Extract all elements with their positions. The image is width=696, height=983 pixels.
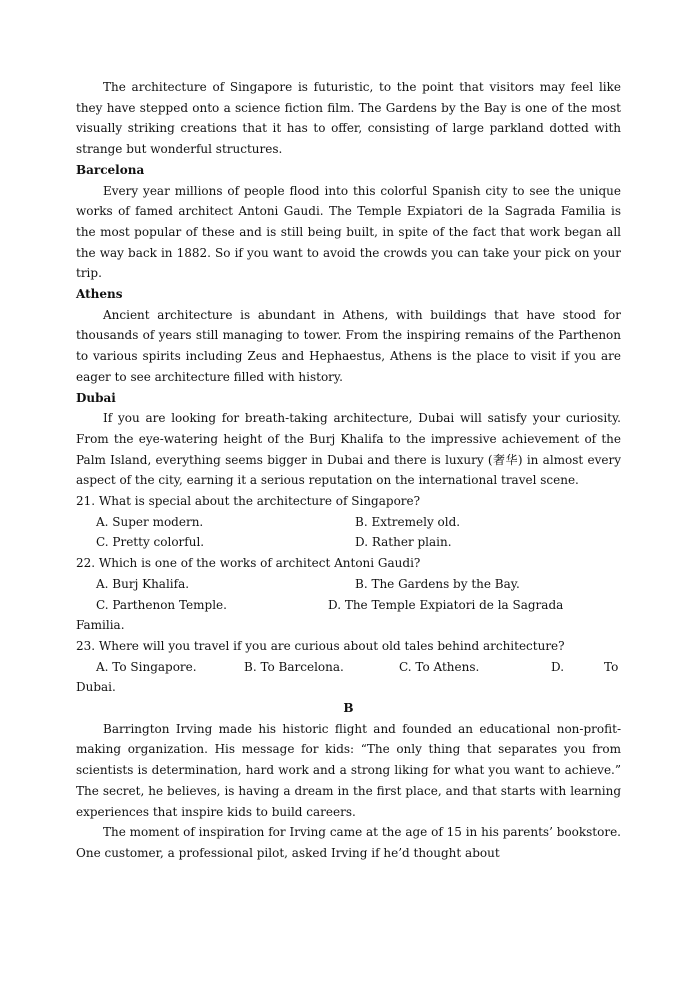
question-21-options-row1 bbox=[76, 512, 621, 533]
section-heading-barcelona: Barcelona bbox=[76, 162, 145, 177]
question-22-options-row2 bbox=[76, 595, 621, 616]
passage-b-label: B bbox=[343, 701, 354, 716]
option-23d-label: D. bbox=[551, 659, 565, 674]
option-23c: C. To Athens. bbox=[399, 659, 480, 674]
option-21a: A. Super modern. bbox=[96, 514, 204, 529]
question-22-options-row1 bbox=[76, 574, 621, 595]
option-21c: C. Pretty colorful. bbox=[96, 535, 205, 550]
question-23: 23. Where will you travel if you are curious about old tales behind architecture? bbox=[76, 638, 565, 653]
athens-paragraph: Ancient architecture is abundant in Athens, with buildings that have stood for thousands of years still managing to tower. From the inspiring remains of the Parthenon to various spirits including Zeus and Hephaestus, Athens is the place to visit if you are eager to see architecture filled with history. bbox=[76, 307, 621, 384]
option-21b: B. Extremely old. bbox=[355, 514, 461, 529]
question-21-options-row2 bbox=[76, 532, 621, 553]
option-22d-continued: Familia. bbox=[76, 618, 125, 633]
question-22: 22. Which is one of the works of architect Antoni Gaudi? bbox=[76, 556, 421, 571]
option-23d-continued: Dubai. bbox=[76, 680, 116, 695]
option-22c: C. Parthenon Temple. bbox=[96, 597, 227, 612]
option-22a: A. Burj Khalifa. bbox=[96, 576, 190, 591]
irving-paragraph-2: The moment of inspiration for Irving came at the age of 15 in his parents’ bookstore. One customer, a professional pilot, asked Irving if he’d thought about bbox=[76, 825, 621, 860]
question-23-options bbox=[76, 657, 621, 678]
option-23a: A. To Singapore. bbox=[96, 659, 197, 674]
singapore-paragraph: The architecture of Singapore is futuristic, to the point that visitors may feel like they have stepped onto a science fiction film. The Gardens by the Bay is one of the most visually striking creations that it has to offer, consisting of large parkland dotted with strange but wonderful structures. bbox=[76, 80, 621, 157]
question-21: 21. What is special about the architecture of Singapore? bbox=[76, 494, 421, 509]
option-22d: D. The Temple Expiatori de la Sagrada bbox=[328, 597, 564, 612]
barcelona-paragraph: Every year millions of people flood into this colorful Spanish city to see the unique works of famed architect Antoni Gaudi. The Temple Expiatori de la Sagrada Familia is the most popular of these and is still being built, in spite of the fact that work began all the way back in 1882. So if you want to avoid the crowds you can take your pick on your trip. bbox=[76, 183, 621, 281]
option-23d-to: To bbox=[604, 659, 619, 674]
option-21d: D. Rather plain. bbox=[355, 535, 452, 550]
section-heading-dubai: Dubai bbox=[76, 390, 116, 405]
document-page bbox=[76, 77, 621, 864]
section-heading-athens: Athens bbox=[76, 287, 123, 302]
option-23b: B. To Barcelona. bbox=[244, 659, 344, 674]
option-22b: B. The Gardens by the Bay. bbox=[355, 576, 520, 591]
irving-paragraph-1: Barrington Irving made his historic flight and founded an educational non-profit-making organization. His message for kids: “The only thing that separates you from scientists is determination, hard work and a strong liking for what you want to achieve.” The secret, he believes, is having a dream in the first place, and that starts with learning experiences that inspire kids to build careers. bbox=[76, 721, 621, 819]
dubai-paragraph: If you are looking for breath-taking architecture, Dubai will satisfy your curiosity. From the eye-watering height of the Burj Khalifa to the impressive achievement of the Palm Island, everything seems bigger in Dubai and there is luxury (奢华) in almost every aspect of the city, earning it a serious reputation on the international travel scene. bbox=[76, 411, 621, 488]
